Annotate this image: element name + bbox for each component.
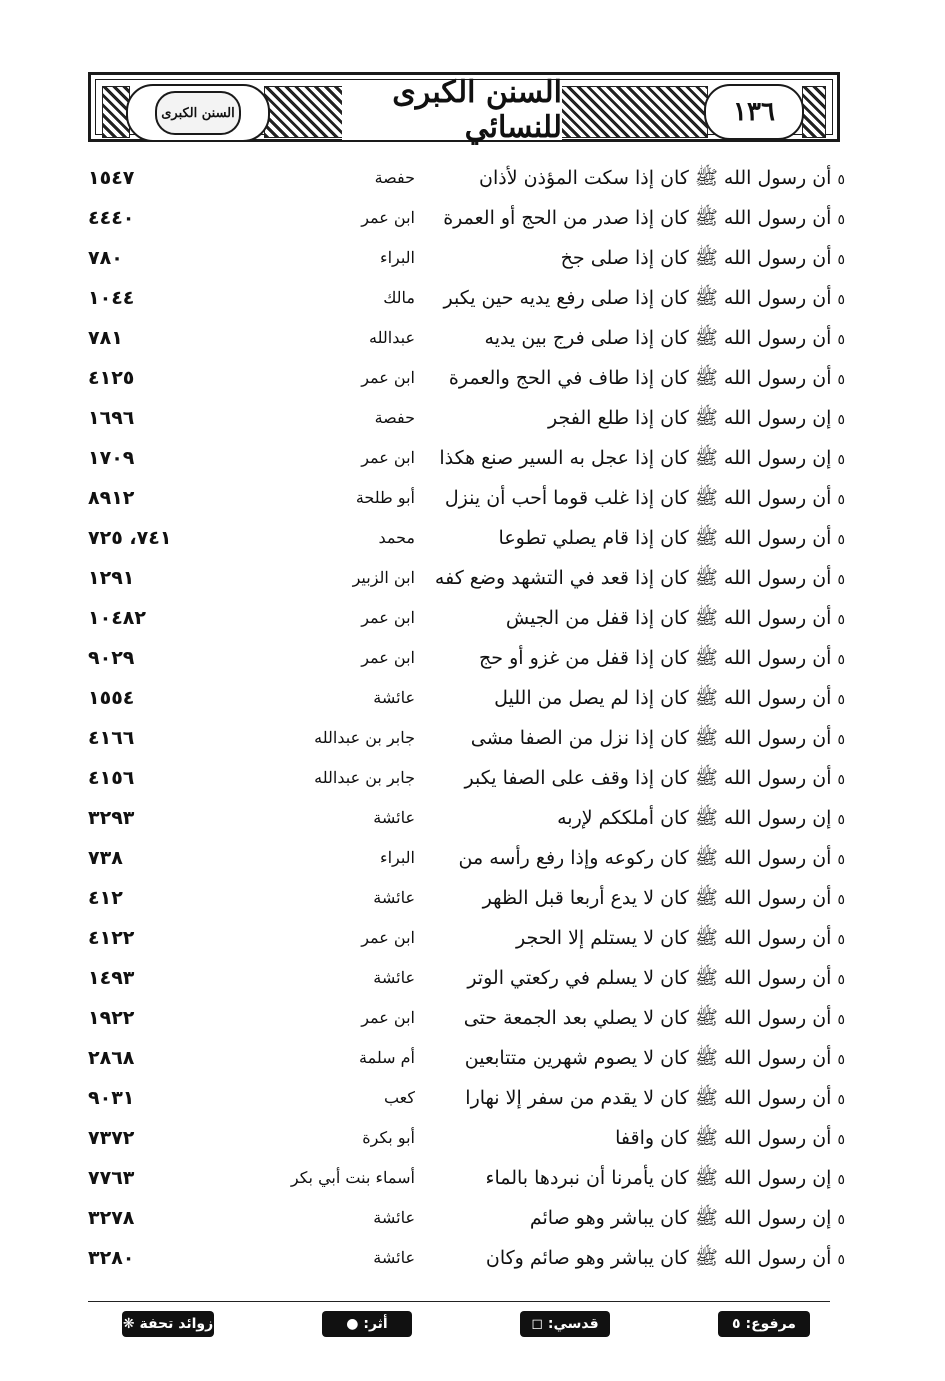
- narrator-name: ابن عمر: [361, 608, 415, 627]
- list-item: [0, 1238, 945, 1278]
- hadith-text: [486, 1238, 845, 1280]
- hadith-number: ٣٢٩٣: [88, 807, 135, 829]
- list-item: [0, 318, 945, 358]
- list-item: [0, 1078, 945, 1118]
- hadith-text: [449, 358, 845, 400]
- list-item: [0, 878, 945, 918]
- narrator-name: أسماء بنت أبي بكر: [290, 1168, 415, 1187]
- list-item: [0, 638, 945, 678]
- hadith-text-body: أن رسول الله ﷺ كان لا يصلي بعد الجمعة حتى: [463, 1007, 832, 1029]
- hadith-number: ٤٤٤٠: [88, 207, 135, 229]
- hadith-text: [459, 838, 845, 880]
- hadith-number: ٨٩١٢: [88, 487, 135, 509]
- hadith-text-body: إن رسول الله ﷺ كان أملككم لإربه: [557, 807, 832, 829]
- hadith-text: [494, 678, 845, 720]
- marfu-marker: ٥: [837, 212, 845, 228]
- narrator-name: أبو طلحة: [355, 488, 415, 507]
- list-item: [0, 918, 945, 958]
- marfu-marker: ٥: [837, 1092, 845, 1108]
- emblem-text: السنن الكبرى: [155, 91, 241, 135]
- hadith-number: ٩٠٢٩: [88, 647, 135, 669]
- narrator-name: البراء: [380, 248, 415, 267]
- list-item: [0, 678, 945, 718]
- page-header: [88, 72, 840, 145]
- narrator-name: ابن عمر: [361, 448, 415, 467]
- hadith-number: ٣٢٧٨: [88, 1207, 135, 1229]
- narrator-name: ابن عمر: [361, 208, 415, 227]
- narrator-name: عائشة: [373, 1208, 415, 1227]
- hadith-text-body: أن رسول الله ﷺ كان إذا صدر من الحج أو العمرة: [443, 207, 832, 229]
- hadith-number: ١٢٩١: [88, 567, 135, 589]
- list-item: [0, 478, 945, 518]
- hadith-number: ١٦٩٦: [88, 407, 135, 429]
- narrator-name: عائشة: [373, 808, 415, 827]
- hadith-text: [499, 518, 845, 560]
- hadith-text-body: أن رسول الله ﷺ كان لا يستلم إلا الحجر: [515, 927, 832, 949]
- hadith-number: ١٠٤٤: [88, 287, 135, 309]
- marfu-marker: ٥: [837, 532, 845, 548]
- hadith-number: ٤١٢٥: [88, 367, 135, 389]
- narrator-name: ابن عمر: [361, 928, 415, 947]
- list-item: [0, 718, 945, 758]
- list-item: [0, 798, 945, 838]
- page-number: ١٣٦: [704, 84, 804, 140]
- legend-athar: أثر: ●: [322, 1311, 412, 1337]
- hadith-text: [444, 278, 845, 320]
- hadith-text: [439, 438, 845, 480]
- hadith-number: ٤١٢٢: [88, 927, 135, 949]
- hadith-number: ١٧٠٩: [88, 447, 135, 469]
- list-item: [0, 1198, 945, 1238]
- hadith-text: [530, 1198, 845, 1240]
- hadith-text: [435, 558, 845, 600]
- narrator-name: عائشة: [373, 968, 415, 987]
- hadith-text: [465, 1038, 845, 1080]
- list-item: [0, 838, 945, 878]
- list-item: [0, 958, 945, 998]
- marfu-marker: ٥: [837, 412, 845, 428]
- marfu-marker: ٥: [837, 1212, 845, 1228]
- narrator-name: حفصة: [374, 408, 415, 427]
- list-item: [0, 998, 945, 1038]
- marfu-marker: ٥: [837, 172, 845, 188]
- footer-divider: [88, 1301, 830, 1302]
- hadith-text-body: أن رسول الله ﷺ كان لا يدع أربعا قبل الظهر: [482, 887, 832, 909]
- marfu-marker: ٥: [837, 1012, 845, 1028]
- list-item: [0, 358, 945, 398]
- list-item: [0, 278, 945, 318]
- hadith-text-body: إن رسول الله ﷺ كان يباشر وهو صائم: [529, 1207, 832, 1229]
- hadith-text: [485, 318, 845, 360]
- narrator-name: جابر بن عبدالله: [314, 728, 415, 747]
- list-item: [0, 158, 945, 198]
- hadith-text: [465, 1078, 845, 1120]
- hadith-number: ٧٤١، ٧٢٥: [88, 527, 172, 549]
- narrator-name: ابن الزبير: [352, 568, 415, 587]
- hadith-text-body: أن رسول الله ﷺ كان إذا قفل من غزو أو حج: [479, 647, 832, 669]
- marfu-marker: ٥: [837, 812, 845, 828]
- hadith-number: ٣٢٨٠: [88, 1247, 135, 1269]
- hadith-number: ٧٧٦٣: [88, 1167, 135, 1189]
- narrator-name: أم سلمة: [359, 1048, 415, 1067]
- marfu-marker: ٥: [837, 772, 845, 788]
- marfu-marker: ٥: [837, 292, 845, 308]
- narrator-name: البراء: [380, 848, 415, 867]
- hadith-number: ٧٨١: [88, 327, 123, 349]
- marfu-marker: ٥: [837, 572, 845, 588]
- narrator-name: عائشة: [373, 1248, 415, 1267]
- hadith-text-body: أن رسول الله ﷺ كان إذا وقف على الصفا يكبر: [464, 767, 832, 789]
- hadith-text: [516, 918, 845, 960]
- marfu-marker: ٥: [837, 1132, 845, 1148]
- narrator-name: ابن عمر: [361, 1008, 415, 1027]
- hadith-text-body: أن رسول الله ﷺ كان واقفا: [615, 1127, 832, 1149]
- hadith-text: [561, 238, 845, 280]
- hadith-text-body: أن رسول الله ﷺ كان إذا نزل من الصفا مشى: [470, 727, 832, 749]
- list-item: [0, 238, 945, 278]
- hadith-text: [464, 998, 845, 1040]
- hadith-text-body: أن رسول الله ﷺ كان ركوعه وإذا رفع رأسه من: [458, 847, 832, 869]
- marfu-marker: ٥: [837, 1172, 845, 1188]
- ornament-pattern-icon: [802, 86, 826, 138]
- hadith-text-body: أن رسول الله ﷺ كان إذا قعد في التشهد وضع كفه: [434, 567, 832, 589]
- hadith-text-body: أن رسول الله ﷺ كان إذا لم يصل من الليل: [494, 687, 832, 709]
- list-item: [0, 438, 945, 478]
- hadith-text: [465, 758, 845, 800]
- hadith-number: ٤١٢: [88, 887, 123, 909]
- marfu-marker: ٥: [837, 932, 845, 948]
- marfu-marker: ٥: [837, 972, 845, 988]
- narrator-name: ابن عمر: [361, 368, 415, 387]
- marfu-marker: ٥: [837, 1252, 845, 1268]
- hadith-text-body: أن رسول الله ﷺ كان لا يصوم شهرين متتابعين: [464, 1047, 832, 1069]
- narrator-name: حفصة: [374, 168, 415, 187]
- hadith-text-body: أن رسول الله ﷺ كان إذا صلى فرج بين يديه: [484, 327, 832, 349]
- legend-marfu: مرفوع: ٥: [718, 1311, 810, 1337]
- marfu-marker: ٥: [837, 892, 845, 908]
- hadith-text-body: أن رسول الله ﷺ كان لا يسلم في ركعتي الوتر: [467, 967, 832, 989]
- ornament-pattern-icon: [556, 86, 708, 138]
- hadith-text: [486, 1158, 845, 1200]
- hadith-text: [479, 158, 845, 200]
- hadith-number: ٤١٦٦: [88, 727, 135, 749]
- hadith-text: [557, 798, 845, 840]
- list-item: [0, 1158, 945, 1198]
- legend-zawaid: زوائد تحفة ❋: [122, 1311, 214, 1337]
- hadith-text: [615, 1118, 845, 1160]
- hadith-number: ١٩٢٢: [88, 1007, 135, 1029]
- hadith-text-body: أن رسول الله ﷺ كان إذا قام يصلي تطوعا: [498, 527, 832, 549]
- hadith-number: ٤١٥٦: [88, 767, 135, 789]
- hadith-text-body: أن رسول الله ﷺ كان إذا صلى جخ: [560, 247, 832, 269]
- hadith-text-body: إن رسول الله ﷺ كان إذا عجل به السير صنع هكذا: [439, 447, 832, 469]
- hadith-number: ٧٣٨: [88, 847, 123, 869]
- hadith-number: ٢٨٦٨: [88, 1047, 135, 1069]
- hadith-number: ٧٣٧٢: [88, 1127, 135, 1149]
- list-item: [0, 518, 945, 558]
- list-item: [0, 558, 945, 598]
- list-item: [0, 598, 945, 638]
- marfu-marker: ٥: [837, 612, 845, 628]
- marfu-marker: ٥: [837, 652, 845, 668]
- hadith-text: [443, 198, 845, 240]
- hadith-text: [445, 478, 845, 520]
- hadith-text: [471, 718, 845, 760]
- hadith-text-body: أن رسول الله ﷺ كان إذا غلب قوما أحب أن ينزل: [444, 487, 832, 509]
- list-item: [0, 198, 945, 238]
- marfu-marker: ٥: [837, 732, 845, 748]
- hadith-text-body: إن رسول الله ﷺ كان إذا طلع الفجر: [547, 407, 832, 429]
- book-title: السنن الكبرى للنسائي: [342, 80, 562, 140]
- hadith-text: [479, 638, 845, 680]
- list-item: [0, 1038, 945, 1078]
- hadith-number: ١٤٩٣: [88, 967, 135, 989]
- hadith-text: [506, 598, 845, 640]
- hadith-text-body: أن رسول الله ﷺ كان لا يقدم من سفر إلا نهارا: [465, 1087, 832, 1109]
- narrator-name: عائشة: [373, 888, 415, 907]
- hadith-text-body: أن رسول الله ﷺ كان إذا صلى رفع يديه حين يكبر: [443, 287, 832, 309]
- hadith-text: [548, 398, 845, 440]
- marfu-marker: ٥: [837, 452, 845, 468]
- marfu-marker: ٥: [837, 332, 845, 348]
- hadith-text: [467, 958, 845, 1000]
- list-item: [0, 398, 945, 438]
- list-item: [0, 758, 945, 798]
- marfu-marker: ٥: [837, 492, 845, 508]
- hadith-text-body: أن رسول الله ﷺ كان يباشر وهو صائم وكان: [485, 1247, 832, 1269]
- ornament-pattern-icon: [264, 86, 344, 138]
- book-emblem: [126, 84, 270, 142]
- narrator-name: محمد: [378, 528, 415, 547]
- narrator-name: أبو بكرة: [362, 1128, 415, 1147]
- marfu-marker: ٥: [837, 852, 845, 868]
- hadith-text-body: إن رسول الله ﷺ كان يأمرنا أن نبردها بالماء: [485, 1167, 832, 1189]
- list-item: [0, 1118, 945, 1158]
- narrator-name: كعب: [383, 1088, 415, 1107]
- hadith-text-body: أن رسول الله ﷺ كان إذا قفل من الجيش: [505, 607, 832, 629]
- hadith-text: [483, 878, 845, 920]
- hadith-number: ٩٠٣١: [88, 1087, 135, 1109]
- hadith-number: ١٥٤٧: [88, 167, 135, 189]
- hadith-number: ١٥٥٤: [88, 687, 135, 709]
- hadith-number: ١٠٤٨٢: [88, 607, 146, 629]
- narrator-name: عبدالله: [369, 328, 415, 347]
- hadith-number: ٧٨٠: [88, 247, 123, 269]
- narrator-name: جابر بن عبدالله: [314, 768, 415, 787]
- marfu-marker: ٥: [837, 1052, 845, 1068]
- narrator-name: ابن عمر: [361, 648, 415, 667]
- marfu-marker: ٥: [837, 372, 845, 388]
- marfu-marker: ٥: [837, 692, 845, 708]
- narrator-name: عائشة: [373, 688, 415, 707]
- marfu-marker: ٥: [837, 252, 845, 268]
- hadith-text-body: أن رسول الله ﷺ كان إذا طاف في الحج والعمرة: [448, 367, 832, 389]
- header-frame: [95, 75, 833, 145]
- legend-qudsi: قدسي: ◻: [520, 1311, 610, 1337]
- hadith-text-body: أن رسول الله ﷺ كان إذا سكت المؤذن لأذان: [479, 167, 832, 189]
- narrator-name: مالك: [383, 288, 415, 307]
